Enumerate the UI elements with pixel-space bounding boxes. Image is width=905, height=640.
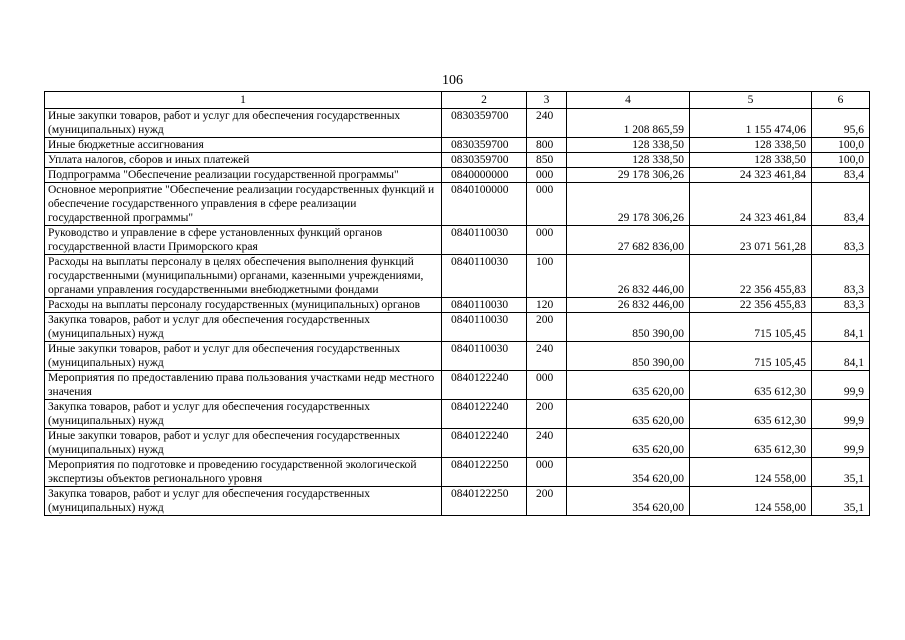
table-row bbox=[45, 313, 870, 342]
table-row bbox=[45, 458, 870, 487]
row-actual-amount-cell: 128 338,50 bbox=[690, 138, 812, 153]
row-name-cell: Уплата налогов, сборов и иных платежей bbox=[45, 153, 442, 168]
table-row bbox=[45, 183, 870, 226]
row-planned-amount-cell: 26 832 446,00 bbox=[567, 298, 690, 313]
row-planned-amount-cell: 128 338,50 bbox=[567, 138, 690, 153]
row-planned-amount-cell: 1 208 865,59 bbox=[567, 109, 690, 138]
row-name-cell: Руководство и управление в сфере установленных функций органов государственной власти Приморского края bbox=[45, 226, 442, 255]
row-vr-code-cell: 200 bbox=[527, 400, 567, 429]
row-csr-code-cell: 0840110030 bbox=[442, 226, 527, 255]
row-percent-cell: 99,9 bbox=[812, 429, 870, 458]
table-row bbox=[45, 138, 870, 153]
row-actual-amount-cell: 22 356 455,83 bbox=[690, 298, 812, 313]
row-percent-cell: 83,3 bbox=[812, 255, 870, 298]
table-row bbox=[45, 400, 870, 429]
row-actual-amount-cell: 635 612,30 bbox=[690, 400, 812, 429]
row-percent-cell: 100,0 bbox=[812, 138, 870, 153]
row-name-cell: Иные закупки товаров, работ и услуг для обеспечения государственных (муниципальных) нужд bbox=[45, 342, 442, 371]
row-percent-cell: 84,1 bbox=[812, 342, 870, 371]
row-actual-amount-cell: 715 105,45 bbox=[690, 313, 812, 342]
table-row bbox=[45, 342, 870, 371]
row-percent-cell: 99,9 bbox=[812, 371, 870, 400]
column-header-3: 3 bbox=[527, 92, 567, 109]
row-vr-code-cell: 000 bbox=[527, 371, 567, 400]
row-actual-amount-cell: 635 612,30 bbox=[690, 429, 812, 458]
row-vr-code-cell: 200 bbox=[527, 487, 567, 516]
row-name-cell: Мероприятия по предоставлению права пользования участками недр местного значения bbox=[45, 371, 442, 400]
table-row bbox=[45, 226, 870, 255]
row-vr-code-cell: 800 bbox=[527, 138, 567, 153]
row-percent-cell: 100,0 bbox=[812, 153, 870, 168]
table-row bbox=[45, 153, 870, 168]
row-vr-code-cell: 240 bbox=[527, 342, 567, 371]
row-name-cell: Закупка товаров, работ и услуг для обеспечения государственных (муниципальных) нужд bbox=[45, 400, 442, 429]
row-actual-amount-cell: 1 155 474,06 bbox=[690, 109, 812, 138]
row-csr-code-cell: 0830359700 bbox=[442, 109, 527, 138]
row-vr-code-cell: 000 bbox=[527, 183, 567, 226]
row-vr-code-cell: 000 bbox=[527, 458, 567, 487]
row-planned-amount-cell: 27 682 836,00 bbox=[567, 226, 690, 255]
row-percent-cell: 83,3 bbox=[812, 226, 870, 255]
row-csr-code-cell: 0840000000 bbox=[442, 168, 527, 183]
row-csr-code-cell: 0840110030 bbox=[442, 298, 527, 313]
row-actual-amount-cell: 23 071 561,28 bbox=[690, 226, 812, 255]
row-vr-code-cell: 200 bbox=[527, 313, 567, 342]
column-header-4: 4 bbox=[567, 92, 690, 109]
row-actual-amount-cell: 24 323 461,84 bbox=[690, 168, 812, 183]
row-actual-amount-cell: 22 356 455,83 bbox=[690, 255, 812, 298]
column-header-5: 5 bbox=[690, 92, 812, 109]
row-csr-code-cell: 0840122240 bbox=[442, 371, 527, 400]
table-row bbox=[45, 255, 870, 298]
row-csr-code-cell: 0840122250 bbox=[442, 458, 527, 487]
row-vr-code-cell: 850 bbox=[527, 153, 567, 168]
row-planned-amount-cell: 29 178 306,26 bbox=[567, 168, 690, 183]
row-csr-code-cell: 0840110030 bbox=[442, 255, 527, 298]
row-actual-amount-cell: 124 558,00 bbox=[690, 458, 812, 487]
column-header-1: 1 bbox=[45, 92, 442, 109]
table-row bbox=[45, 487, 870, 516]
row-planned-amount-cell: 354 620,00 bbox=[567, 487, 690, 516]
row-vr-code-cell: 100 bbox=[527, 255, 567, 298]
row-actual-amount-cell: 635 612,30 bbox=[690, 371, 812, 400]
table-row bbox=[45, 429, 870, 458]
column-header-2: 2 bbox=[442, 92, 527, 109]
table-row bbox=[45, 298, 870, 313]
table-header-row bbox=[45, 92, 870, 109]
row-csr-code-cell: 0840110030 bbox=[442, 313, 527, 342]
row-csr-code-cell: 0840122240 bbox=[442, 400, 527, 429]
row-vr-code-cell: 120 bbox=[527, 298, 567, 313]
column-header-6: 6 bbox=[812, 92, 870, 109]
row-actual-amount-cell: 128 338,50 bbox=[690, 153, 812, 168]
row-percent-cell: 35,1 bbox=[812, 487, 870, 516]
row-csr-code-cell: 0830359700 bbox=[442, 153, 527, 168]
row-actual-amount-cell: 715 105,45 bbox=[690, 342, 812, 371]
row-planned-amount-cell: 850 390,00 bbox=[567, 342, 690, 371]
row-csr-code-cell: 0840110030 bbox=[442, 342, 527, 371]
table-row bbox=[45, 371, 870, 400]
row-name-cell: Закупка товаров, работ и услуг для обеспечения государственных (муниципальных) нужд bbox=[45, 487, 442, 516]
row-vr-code-cell: 240 bbox=[527, 429, 567, 458]
row-csr-code-cell: 0840122250 bbox=[442, 487, 527, 516]
row-percent-cell: 84,1 bbox=[812, 313, 870, 342]
row-csr-code-cell: 0840122240 bbox=[442, 429, 527, 458]
row-vr-code-cell: 240 bbox=[527, 109, 567, 138]
row-percent-cell: 99,9 bbox=[812, 400, 870, 429]
row-percent-cell: 83,3 bbox=[812, 298, 870, 313]
row-name-cell: Расходы на выплаты персоналу в целях обеспечения выполнения функций государственными (муниципальными) органами, казенными учреждениями, органами управления государственными внебюджетными фондами bbox=[45, 255, 442, 298]
table-row bbox=[45, 168, 870, 183]
row-planned-amount-cell: 635 620,00 bbox=[567, 371, 690, 400]
row-csr-code-cell: 0830359700 bbox=[442, 138, 527, 153]
row-name-cell: Расходы на выплаты персоналу государственных (муниципальных) органов bbox=[45, 298, 442, 313]
row-vr-code-cell: 000 bbox=[527, 168, 567, 183]
row-name-cell: Подпрограмма "Обеспечение реализации государственной программы" bbox=[45, 168, 442, 183]
row-name-cell: Основное мероприятие "Обеспечение реализации государственных функций и обеспечение государственного управления в сфере реализации государственной программы" bbox=[45, 183, 442, 226]
row-name-cell: Иные закупки товаров, работ и услуг для обеспечения государственных (муниципальных) нужд bbox=[45, 429, 442, 458]
row-planned-amount-cell: 29 178 306,26 bbox=[567, 183, 690, 226]
row-percent-cell: 83,4 bbox=[812, 183, 870, 226]
budget-execution-table bbox=[44, 91, 870, 516]
row-percent-cell: 35,1 bbox=[812, 458, 870, 487]
row-name-cell: Иные закупки товаров, работ и услуг для обеспечения государственных (муниципальных) нужд bbox=[45, 109, 442, 138]
row-planned-amount-cell: 354 620,00 bbox=[567, 458, 690, 487]
row-actual-amount-cell: 124 558,00 bbox=[690, 487, 812, 516]
row-name-cell: Иные бюджетные ассигнования bbox=[45, 138, 442, 153]
row-name-cell: Мероприятия по подготовке и проведению государственной экологической экспертизы объектов регионального уровня bbox=[45, 458, 442, 487]
row-percent-cell: 95,6 bbox=[812, 109, 870, 138]
page-number: 106 bbox=[442, 73, 463, 88]
row-vr-code-cell: 000 bbox=[527, 226, 567, 255]
row-actual-amount-cell: 24 323 461,84 bbox=[690, 183, 812, 226]
table-row bbox=[45, 109, 870, 138]
row-planned-amount-cell: 850 390,00 bbox=[567, 313, 690, 342]
row-planned-amount-cell: 26 832 446,00 bbox=[567, 255, 690, 298]
row-percent-cell: 83,4 bbox=[812, 168, 870, 183]
row-csr-code-cell: 0840100000 bbox=[442, 183, 527, 226]
row-name-cell: Закупка товаров, работ и услуг для обеспечения государственных (муниципальных) нужд bbox=[45, 313, 442, 342]
row-planned-amount-cell: 635 620,00 bbox=[567, 429, 690, 458]
row-planned-amount-cell: 128 338,50 bbox=[567, 153, 690, 168]
row-planned-amount-cell: 635 620,00 bbox=[567, 400, 690, 429]
